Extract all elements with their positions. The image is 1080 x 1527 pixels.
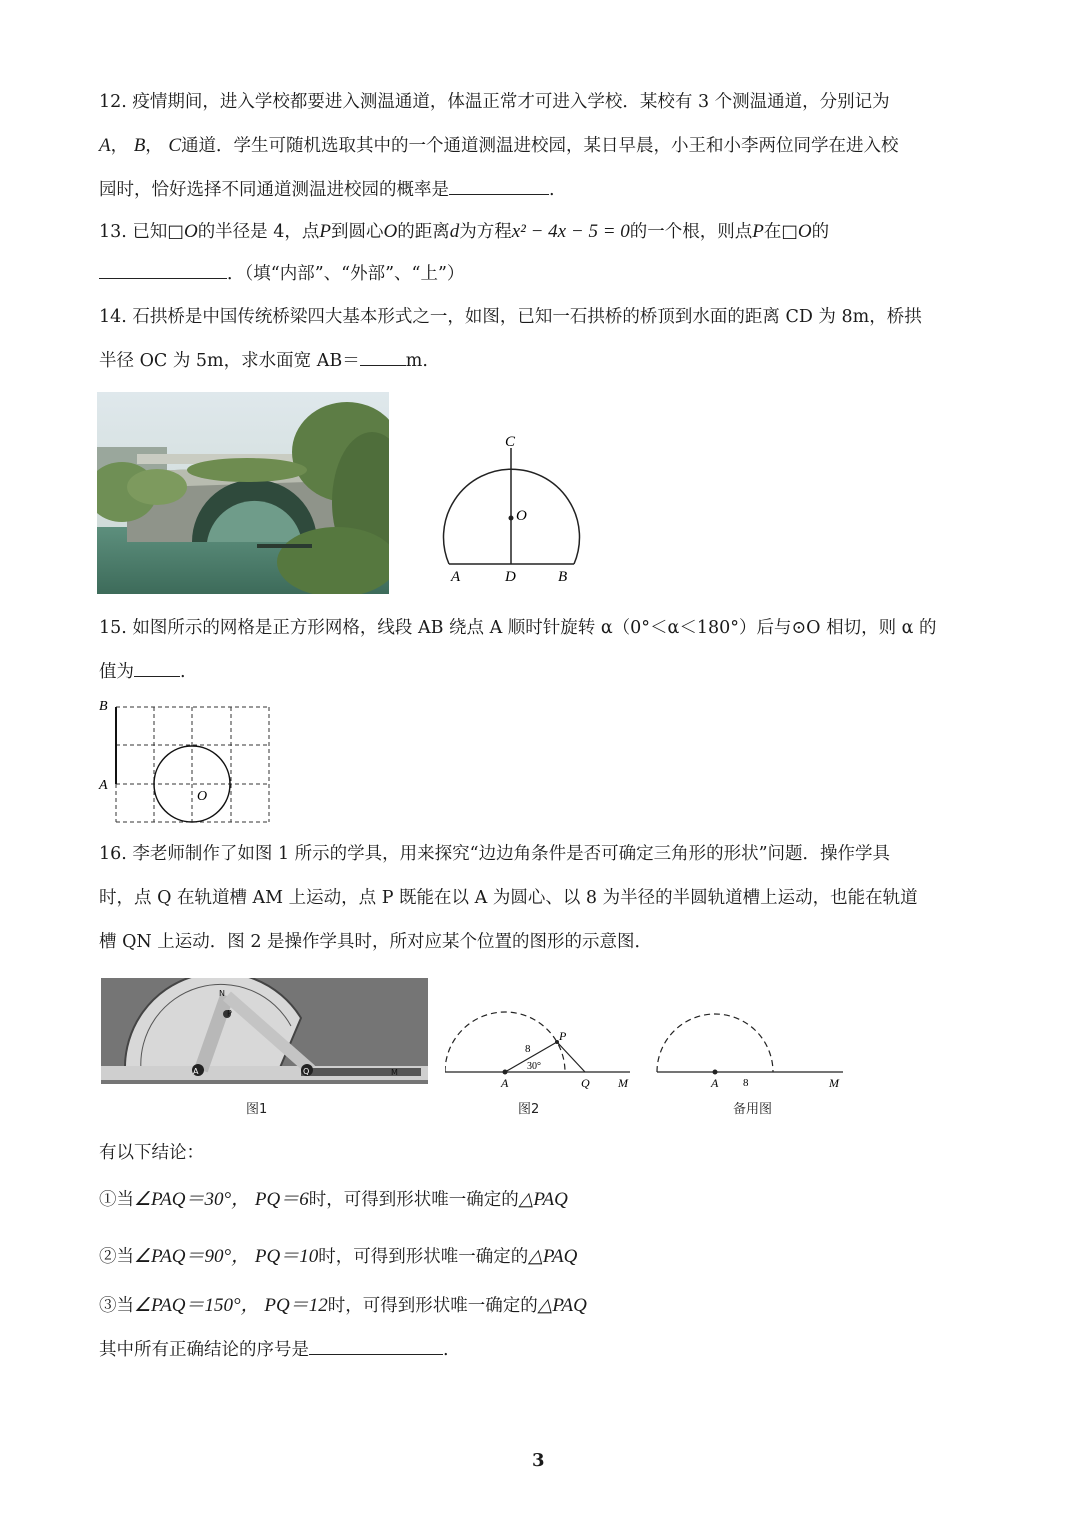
label-b: B (99, 699, 108, 714)
figure-1-photo (101, 978, 428, 1084)
q13-o: O (383, 221, 398, 242)
fig3-label-a: A (711, 1076, 719, 1090)
fig3-label-8: 8 (743, 1077, 749, 1089)
label-a: A (451, 569, 461, 585)
q13-equation: x² − 4x − 5 = 0 (511, 221, 630, 242)
page-number: 3 (532, 1450, 545, 1471)
q13-text: 13. 已知 (99, 222, 168, 242)
conclusion-3-label: ③当 (99, 1296, 134, 1316)
fig1-label-m: M (391, 1068, 398, 1077)
conclusion-3 (99, 1292, 587, 1320)
q12-line2: A， B， C通道．学生可随机选取其中的一个通道测温进校园，某日早晨，小王和小李两位同学在进入校 (99, 135, 899, 156)
fig2-label-a: A (501, 1076, 509, 1090)
q13-line2 (99, 260, 464, 288)
fig2-label-m: M (618, 1076, 628, 1090)
backup-figure-caption: 备用图 (733, 1102, 773, 1117)
conclusion-1-triangle: △PAQ (518, 1189, 568, 1210)
q13-d: d (449, 221, 460, 242)
q13-o: O (183, 221, 198, 242)
q13-answer-blank[interactable] (99, 260, 227, 279)
q13-text: 的半径是 4，点 (197, 222, 320, 242)
q15-end: . (180, 662, 186, 682)
q12-option-c: C (168, 135, 182, 156)
conclusion-2-triangle: △PAQ (528, 1246, 578, 1267)
segment-pq (557, 1042, 585, 1072)
conclusion-1-text: 时，可得到形状唯一确定的 (308, 1190, 519, 1210)
circle-symbol: □ (167, 222, 184, 242)
q16-final (99, 1336, 449, 1364)
label-o: O (516, 508, 527, 524)
dashed-grid (116, 707, 269, 822)
point-a (713, 1070, 718, 1075)
conclusion-3-text: 时，可得到形状唯一确定的 (327, 1296, 538, 1316)
q16-final-end: . (443, 1340, 449, 1360)
q14-line1: 14. 石拱桥是中国传统桥梁四大基本形式之一，如图，已知一石拱桥的桥顶到水面的距离 CD 为 8m，桥拱 (99, 307, 922, 327)
conclusion-2 (99, 1243, 577, 1271)
q13-hint: ．（填“内部”、“外部”、“上”） (227, 264, 465, 284)
conclusion-3-math: ∠PAQ＝150°， PQ＝12 (134, 1295, 328, 1316)
q12-answer-blank[interactable] (449, 176, 549, 195)
conclusion-3-triangle: △PAQ (537, 1295, 587, 1316)
grid-diagram (95, 695, 275, 827)
q16-line2: 时，点 Q 在轨道槽 AM 上运动，点 P 既能在以 A 为圆心、以 8 为半径的半圆轨道槽上运动，也能在轨道 (99, 888, 918, 908)
conclusion-1-math: ∠PAQ＝30°， PQ＝6 (134, 1189, 309, 1210)
q16-line3: 槽 QN 上运动．图 2 是操作学具时，所对应某个位置的图形的示意图． (99, 932, 653, 952)
q14-answer-blank[interactable] (360, 347, 406, 366)
q14-unit: m. (405, 351, 428, 371)
backup-figure-diagram (655, 1008, 850, 1090)
q12-line1: 12. 疫情期间，进入学校都要进入测温通道，体温正常才可进入学校．某校有 3 个测温通道，分别记为 (99, 92, 890, 112)
label-c: C (505, 434, 516, 450)
fig2-label-angle: 30° (527, 1061, 541, 1072)
q15-line2 (99, 658, 186, 686)
figure-2-caption: 图2 (518, 1102, 540, 1117)
q12-option-a: A (99, 135, 111, 156)
q16-answer-blank[interactable] (309, 1336, 443, 1355)
q16-final-text: 其中所有正确结论的序号是 (99, 1340, 309, 1360)
fig3-label-m: M (829, 1076, 839, 1090)
fig2-label-8: 8 (525, 1043, 531, 1055)
fig1-label-a: A (193, 1067, 199, 1076)
fig1-label-q: Q (303, 1067, 310, 1076)
q13-text: 到圆心 (331, 222, 384, 242)
label-o: O (197, 789, 208, 804)
conclusion-1 (99, 1186, 568, 1214)
q15-text: 值为 (99, 662, 134, 682)
q13-p: P (752, 221, 764, 242)
conclusions-intro: 有以下结论： (99, 1143, 204, 1163)
label-b: B (558, 569, 568, 585)
q12-option-b: B (133, 135, 146, 156)
q15-answer-blank[interactable] (134, 658, 180, 677)
conclusion-1-label: ①当 (99, 1190, 134, 1210)
q13-text: 的 (811, 222, 830, 242)
q15-line1: 15. 如图所示的网格是正方形网格，线段 AB 绕点 A 顺时针旋转 α（0°＜α＜180°）后与⊙O 相切，则 α 的 (99, 618, 937, 638)
fig1-label-p: P (227, 1009, 232, 1018)
center-point (509, 516, 514, 521)
label-a: A (99, 778, 108, 793)
fig2-label-p: P (559, 1029, 567, 1043)
q16-line1: 16. 李老师制作了如图 1 所示的学具，用来探究“边边角条件是否可确定三角形的形状”问题．操作学具 (99, 844, 891, 864)
bridge-photo (97, 392, 389, 594)
q13-text: 的一个根，则点 (629, 222, 753, 242)
q14-text: 半径 OC 为 5m，求水面宽 AB＝ (99, 351, 360, 371)
point-a (503, 1070, 508, 1075)
q12-line3-text: 园时，恰好选择不同通道测温进校园的概率是 (99, 180, 449, 200)
semicircle-track (445, 1012, 565, 1072)
fig2-label-q: Q (581, 1076, 590, 1090)
q13-o: O (797, 221, 812, 242)
q13-text: 的距离 (397, 222, 450, 242)
circle-symbol: □ (781, 222, 798, 242)
q13-text: 在 (763, 222, 782, 242)
q12-line2-text: 通道．学生可随机选取其中的一个通道测温进校园，某日早晨，小王和小李两位同学在进入校 (181, 136, 899, 156)
figure-1-caption: 图1 (246, 1102, 268, 1117)
label-d: D (505, 569, 516, 585)
q12-line3: 园时，恰好选择不同通道测温进校园的概率是 . (99, 176, 555, 204)
figure-2-diagram (445, 1008, 640, 1090)
semicircle-track (657, 1014, 773, 1072)
conclusion-2-label: ②当 (99, 1247, 134, 1267)
arch-diagram (430, 430, 600, 590)
q14-line2 (99, 347, 428, 375)
q13-text: 为方程 (459, 222, 512, 242)
conclusion-2-text: 时，可得到形状唯一确定的 (318, 1247, 529, 1267)
q13-line1 (99, 218, 829, 246)
fig1-label-n: N (219, 989, 225, 998)
conclusion-2-math: ∠PAQ＝90°， PQ＝10 (134, 1246, 319, 1267)
q13-p: P (319, 221, 331, 242)
